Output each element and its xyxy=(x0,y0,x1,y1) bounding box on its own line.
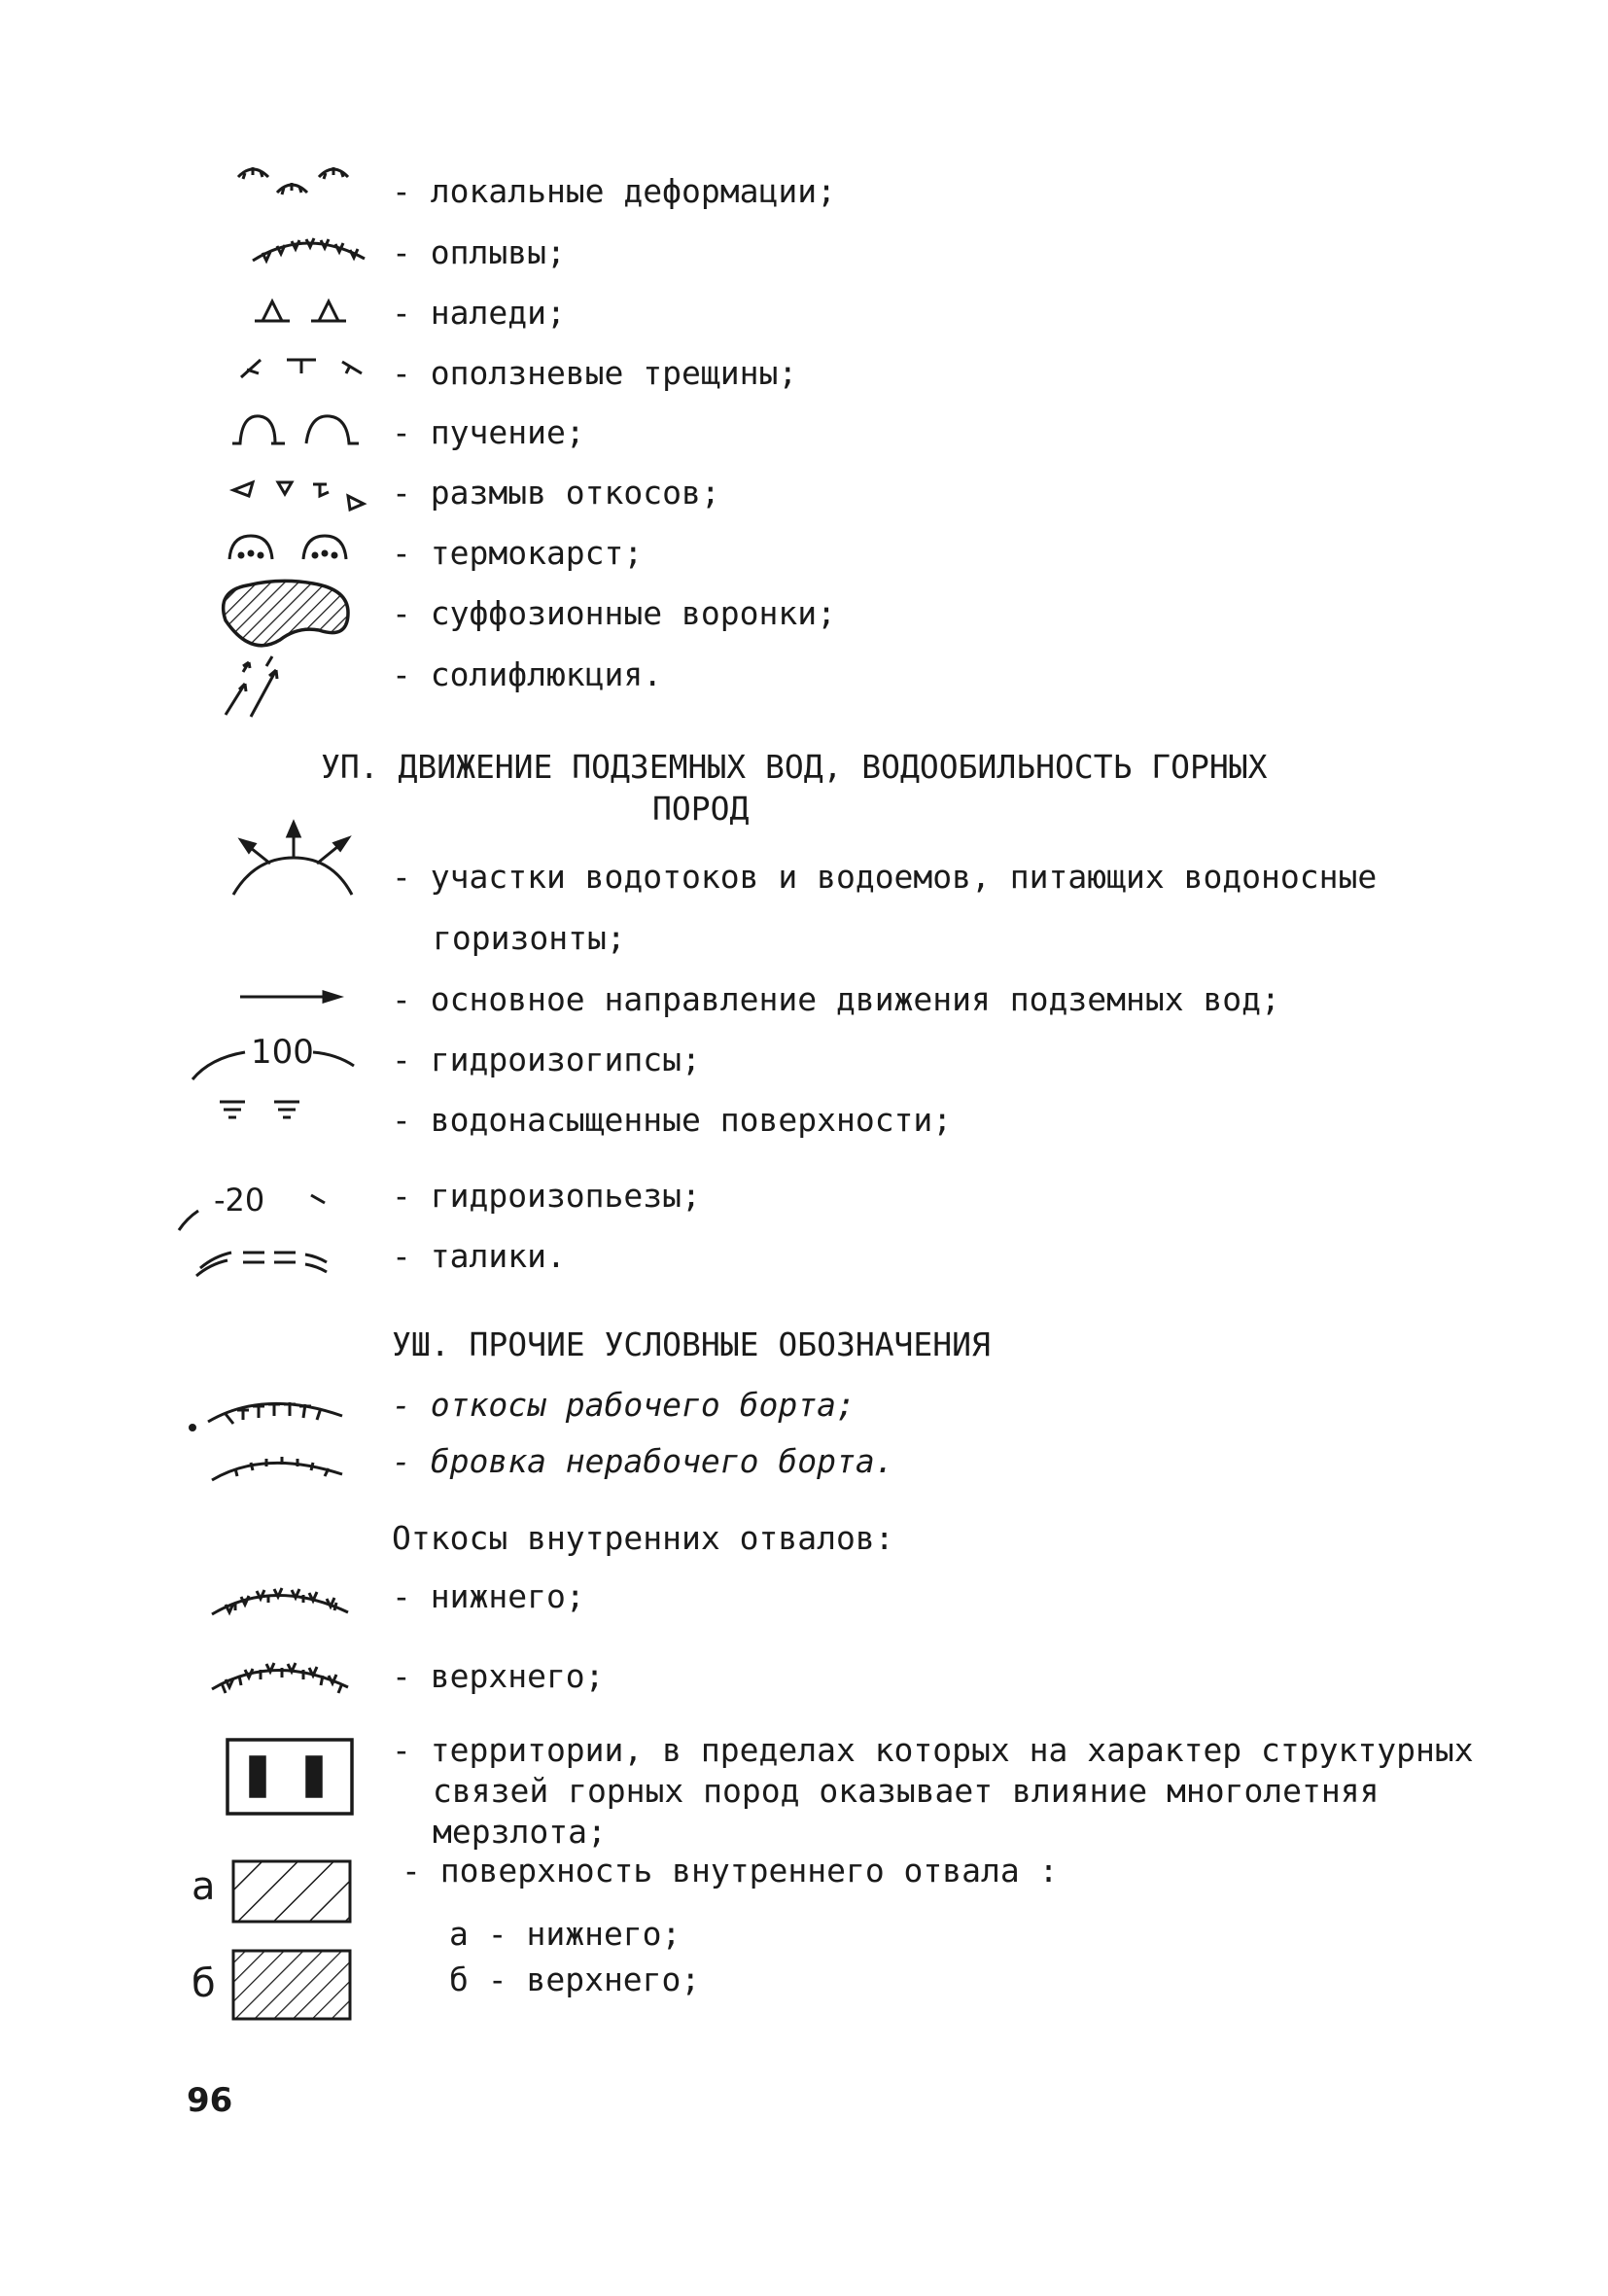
local-deformations-icon xyxy=(233,156,369,204)
legend-text-recharge-zones: - участки водотоков и водоемов, питающих водоносные xyxy=(392,858,1378,896)
legend-text-saturated-surfaces: - водонасыщенные поверхности; xyxy=(392,1101,953,1139)
non-working-edge-icon xyxy=(206,1437,352,1486)
legend-text-taliks: - талики. xyxy=(392,1237,566,1275)
recharge-zone-icon xyxy=(226,817,362,904)
hydroisohypse-icon xyxy=(191,1029,361,1082)
legend-text-naledi: - наледи; xyxy=(392,294,566,332)
water-saturated-surface-icon xyxy=(216,1094,323,1133)
legend-text-hydroisopiezes: - гидроизопьезы; xyxy=(392,1177,701,1215)
heaving-icon xyxy=(228,408,374,452)
upper-dump-slope-icon xyxy=(206,1648,357,1697)
legend-text-dump-surface: - поверхность внутреннего отвала : xyxy=(402,1852,1059,1890)
legend-text-solifluction: - солифлюкция. xyxy=(392,655,663,693)
legend-text-landslide-cracks: - оползневые трещины; xyxy=(392,354,798,392)
legend-text-heaving: - пучение; xyxy=(392,413,585,451)
legend-text-suffosion-funnels: - суффозионные воронки; xyxy=(392,594,836,632)
legend-text-dump-surface-lower: а - нижнего; xyxy=(449,1915,682,1953)
working-pit-slopes-icon xyxy=(187,1381,357,1434)
legend-text-permafrost-line2: связей горных пород оказывает влияние многолетняя xyxy=(433,1772,1380,1810)
legend-text-slumps: - оплывы; xyxy=(392,233,566,271)
page-number: 96 xyxy=(187,2081,233,2120)
isohypse-value: 100 xyxy=(251,1033,314,1072)
legend-text-recharge-zones-cont: горизонты; xyxy=(433,919,626,957)
legend-text-slope-washout: - размыв откосов; xyxy=(392,474,720,512)
legend-text-working-slopes: - откосы рабочего борта; xyxy=(392,1386,856,1424)
hydroisopiestic-icon xyxy=(173,1172,343,1235)
permafrost-zone-icon xyxy=(224,1736,360,1819)
slope-washout-icon xyxy=(231,471,377,514)
legend-text-dump-surface-upper: б - верхнего; xyxy=(449,1960,701,1998)
lower-dump-slope-icon xyxy=(206,1573,357,1622)
legend-letter-b: б xyxy=(192,1961,216,2006)
legend-text-upper-dump: - верхнего; xyxy=(392,1657,605,1695)
legend-letter-a: а xyxy=(192,1864,216,1909)
legend-text-hydroisohypses: - гидроизогипсы; xyxy=(392,1041,701,1078)
taliks-icon xyxy=(192,1235,348,1284)
section-7-heading-line2: ПОРОД xyxy=(652,790,750,828)
flow-direction-arrow-icon xyxy=(238,982,345,1011)
legend-text-flow-direction: - основное направление движения подземных вод; xyxy=(392,980,1280,1018)
upper-dump-surface-swatch xyxy=(229,1947,356,2025)
legend-text-non-working-edge: - бровка нерабочего борта. xyxy=(392,1442,894,1480)
naledi-icon xyxy=(251,292,358,331)
legend-text-permafrost-line1: - территории, в пределах которых на характер структурных xyxy=(392,1731,1474,1769)
landslide-cracks-icon xyxy=(233,348,369,387)
thermokarst-icon xyxy=(226,530,362,569)
slumps-icon xyxy=(248,231,374,270)
dumps-slopes-title: Откосы внутренних отвалов: xyxy=(392,1519,894,1557)
lower-dump-surface-swatch xyxy=(229,1857,356,1927)
legend-text-thermokarst: - термокарст; xyxy=(392,534,644,572)
solifluction-icon xyxy=(216,647,313,720)
legend-text-local-deformations: - локальные деформации; xyxy=(392,172,836,210)
legend-text-permafrost-line3: мерзлота; xyxy=(433,1813,607,1851)
section-8-heading: УШ. ПРОЧИЕ УСЛОВНЫЕ ОБОЗНАЧЕНИЯ xyxy=(392,1325,991,1363)
isopiestic-value: -20 xyxy=(214,1182,265,1219)
legend-text-lower-dump: - нижнего; xyxy=(392,1577,585,1615)
section-7-heading-line1: УП. ДВИЖЕНИЕ ПОДЗЕМНЫХ ВОД, ВОДООБИЛЬНОСТЬ ГОРНЫХ xyxy=(321,748,1268,786)
